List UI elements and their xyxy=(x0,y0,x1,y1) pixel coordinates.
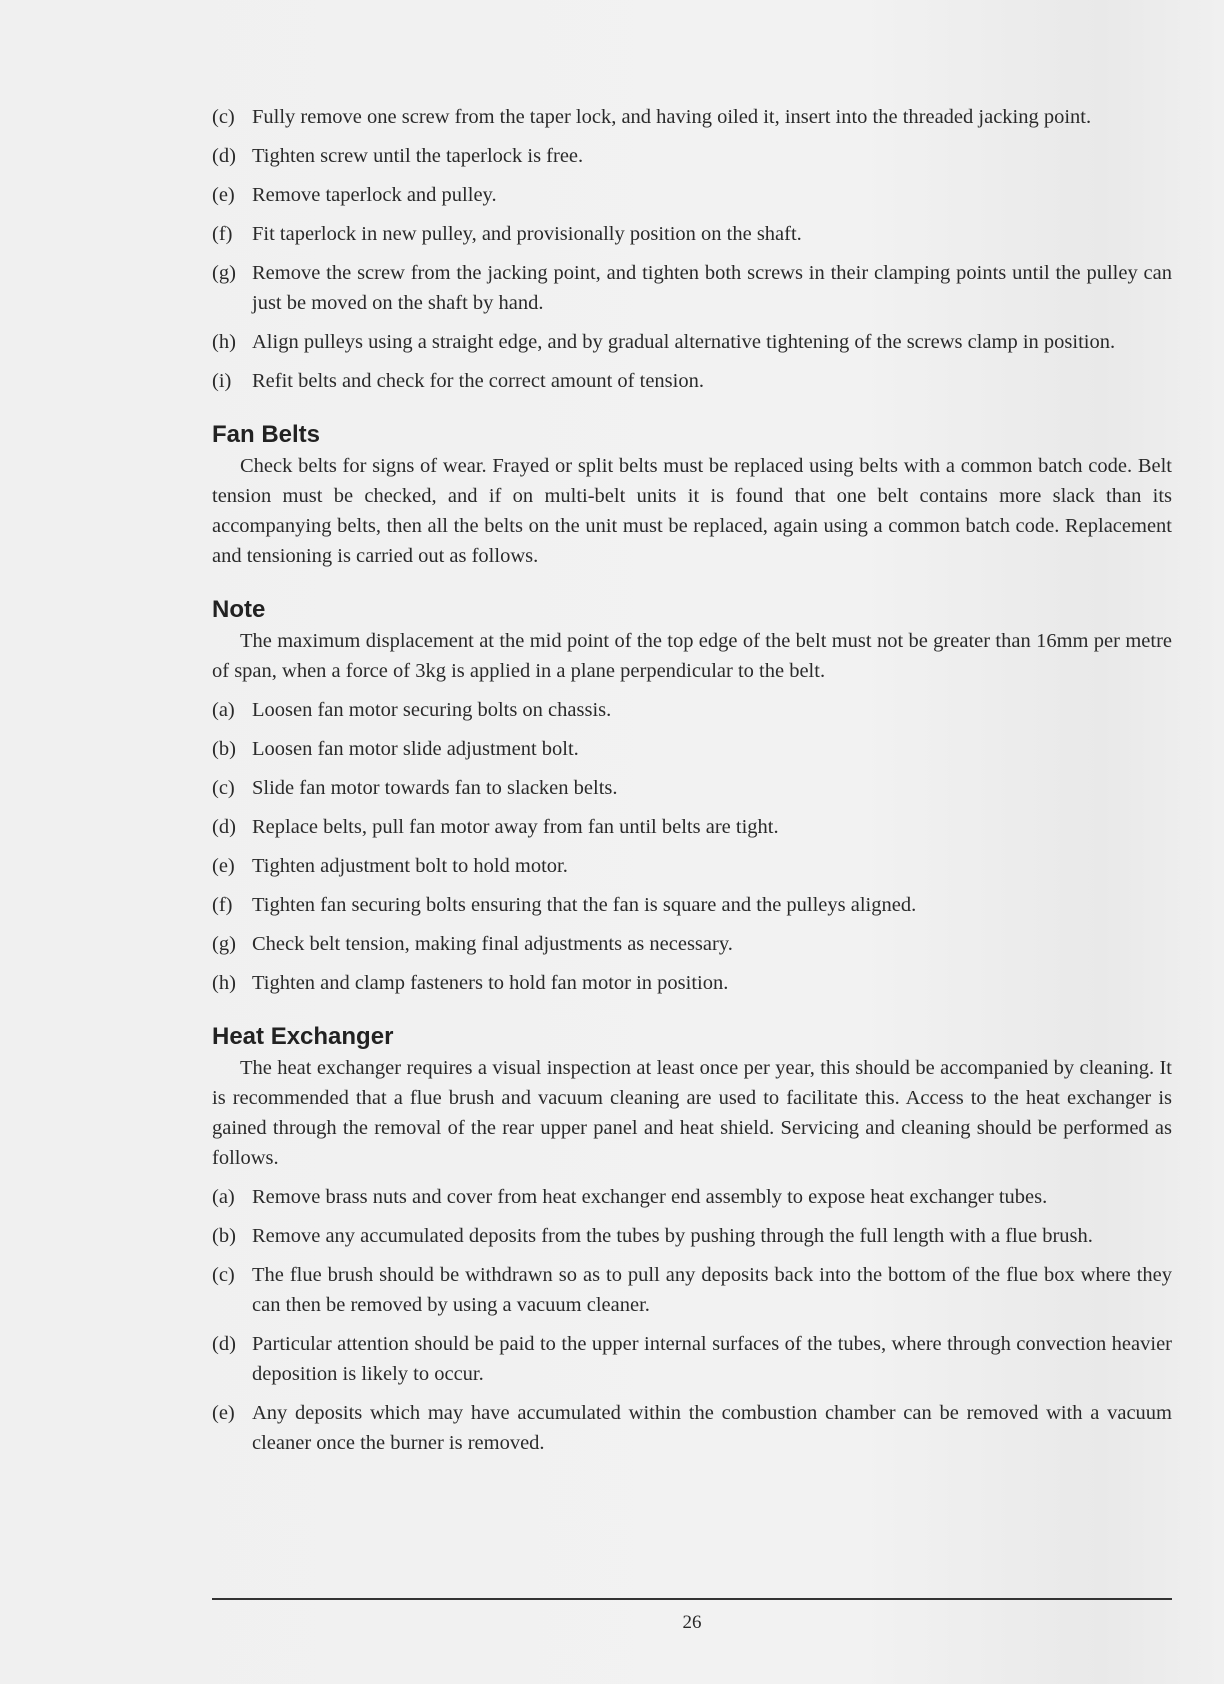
item-label: (i) xyxy=(212,370,232,392)
heat-exchanger-heading: Heat Exchanger xyxy=(212,1023,394,1050)
item-text: Loosen fan motor securing bolts on chassis. xyxy=(252,699,612,721)
page-content xyxy=(212,102,1172,1467)
item-text: Slide fan motor towards fan to slacken belts. xyxy=(252,777,618,799)
item-text: Refit belts and check for the correct amount of tension. xyxy=(252,370,704,392)
item-text: The flue brush should be withdrawn so as to pull any deposits back into the bottom of the flue box where they can then be removed by using a vacuum cleaner. xyxy=(252,1264,1172,1316)
list-item xyxy=(212,1329,1172,1389)
item-label: (d) xyxy=(212,145,236,167)
item-label: (h) xyxy=(212,331,236,353)
heat-exchanger-steps-list xyxy=(212,1182,1172,1458)
list-item xyxy=(212,1398,1172,1458)
item-text: Remove the screw from the jacking point, and tighten both screws in their clamping points until the pulley can just be moved on the shaft by hand. xyxy=(252,262,1172,314)
item-text: Tighten and clamp fasteners to hold fan motor in position. xyxy=(252,972,729,994)
item-label: (c) xyxy=(212,106,235,128)
item-text: Loosen fan motor slide adjustment bolt. xyxy=(252,738,579,760)
list-item xyxy=(212,1182,1172,1212)
item-label: (f) xyxy=(212,894,233,916)
fan-belts-heading: Fan Belts xyxy=(212,421,321,448)
item-label: (d) xyxy=(212,816,236,838)
list-item xyxy=(212,141,1172,171)
list-item xyxy=(212,890,1172,920)
item-label: (a) xyxy=(212,1186,235,1208)
list-item xyxy=(212,102,1172,132)
item-label: (b) xyxy=(212,1225,236,1247)
page-number: 26 xyxy=(682,1612,702,1633)
list-item xyxy=(212,929,1172,959)
list-item xyxy=(212,734,1172,764)
item-label: (c) xyxy=(212,1264,235,1286)
item-text: Any deposits which may have accumulated within the combustion chamber can be removed with a vacuum cleaner once the burner is removed. xyxy=(252,1402,1172,1454)
item-text: Tighten adjustment bolt to hold motor. xyxy=(252,855,568,877)
item-label: (b) xyxy=(212,738,236,760)
list-item xyxy=(212,1260,1172,1320)
footer-divider xyxy=(212,1598,1172,1600)
list-item xyxy=(212,695,1172,725)
note-heading: Note xyxy=(212,596,266,623)
item-text: Tighten screw until the taperlock is free. xyxy=(252,145,584,167)
fan-belts-paragraph: Check belts for signs of wear. Frayed or split belts must be replaced using belts with a common batch code. Belt tension must be checked, and if on multi-belt units it is found that one belt contains more slack than its accompanying belts, then all the belts on the unit must be replaced, again using a common batch code. Replacement and tensioning is carried out as follows. xyxy=(212,455,1172,567)
item-label: (g) xyxy=(212,933,236,955)
list-item xyxy=(212,773,1172,803)
list-item xyxy=(212,968,1172,998)
item-text: Check belt tension, making final adjustments as necessary. xyxy=(252,933,733,955)
list-item xyxy=(212,851,1172,881)
item-text: Remove taperlock and pulley. xyxy=(252,184,497,206)
list-item xyxy=(212,812,1172,842)
list-item xyxy=(212,219,1172,249)
item-label: (e) xyxy=(212,855,235,877)
item-label: (g) xyxy=(212,262,236,284)
item-text: Remove brass nuts and cover from heat exchanger end assembly to expose heat exchanger tubes. xyxy=(252,1186,1048,1208)
item-text: Fit taperlock in new pulley, and provisionally position on the shaft. xyxy=(252,223,802,245)
list-item xyxy=(212,366,1172,396)
item-label: (a) xyxy=(212,699,235,721)
heat-exchanger-paragraph: The heat exchanger requires a visual inspection at least once per year, this should be accompanied by cleaning. It is recommended that a flue brush and vacuum cleaning are used to facilitate this. Access to the heat exchanger is gained through the removal of the rear upper panel and heat shield. Servicing and cleaning should be performed as follows. xyxy=(212,1057,1172,1169)
pulley-steps-list xyxy=(212,102,1172,396)
item-text: Tighten fan securing bolts ensuring that the fan is square and the pulleys aligned. xyxy=(252,894,917,916)
item-text: Replace belts, pull fan motor away from fan until belts are tight. xyxy=(252,816,779,838)
list-item xyxy=(212,327,1172,357)
item-label: (c) xyxy=(212,777,235,799)
item-label: (d) xyxy=(212,1333,236,1355)
item-label: (e) xyxy=(212,184,235,206)
list-item xyxy=(212,180,1172,210)
item-label: (f) xyxy=(212,223,233,245)
item-label: (e) xyxy=(212,1402,235,1424)
item-label: (h) xyxy=(212,972,236,994)
item-text: Fully remove one screw from the taper lock, and having oiled it, insert into the threaded jacking point. xyxy=(252,106,1092,128)
item-text: Align pulleys using a straight edge, and by gradual alternative tightening of the screws clamp in position. xyxy=(252,331,1116,353)
list-item xyxy=(212,258,1172,318)
fan-belt-steps-list xyxy=(212,695,1172,998)
item-text: Particular attention should be paid to the upper internal surfaces of the tubes, where through convection heavier deposition is likely to occur. xyxy=(252,1333,1172,1385)
list-item xyxy=(212,1221,1172,1251)
item-text: Remove any accumulated deposits from the tubes by pushing through the full length with a flue brush. xyxy=(252,1225,1093,1247)
note-paragraph: The maximum displacement at the mid point of the top edge of the belt must not be greater than 16mm per metre of span, when a force of 3kg is applied in a plane perpendicular to the belt. xyxy=(212,630,1172,682)
